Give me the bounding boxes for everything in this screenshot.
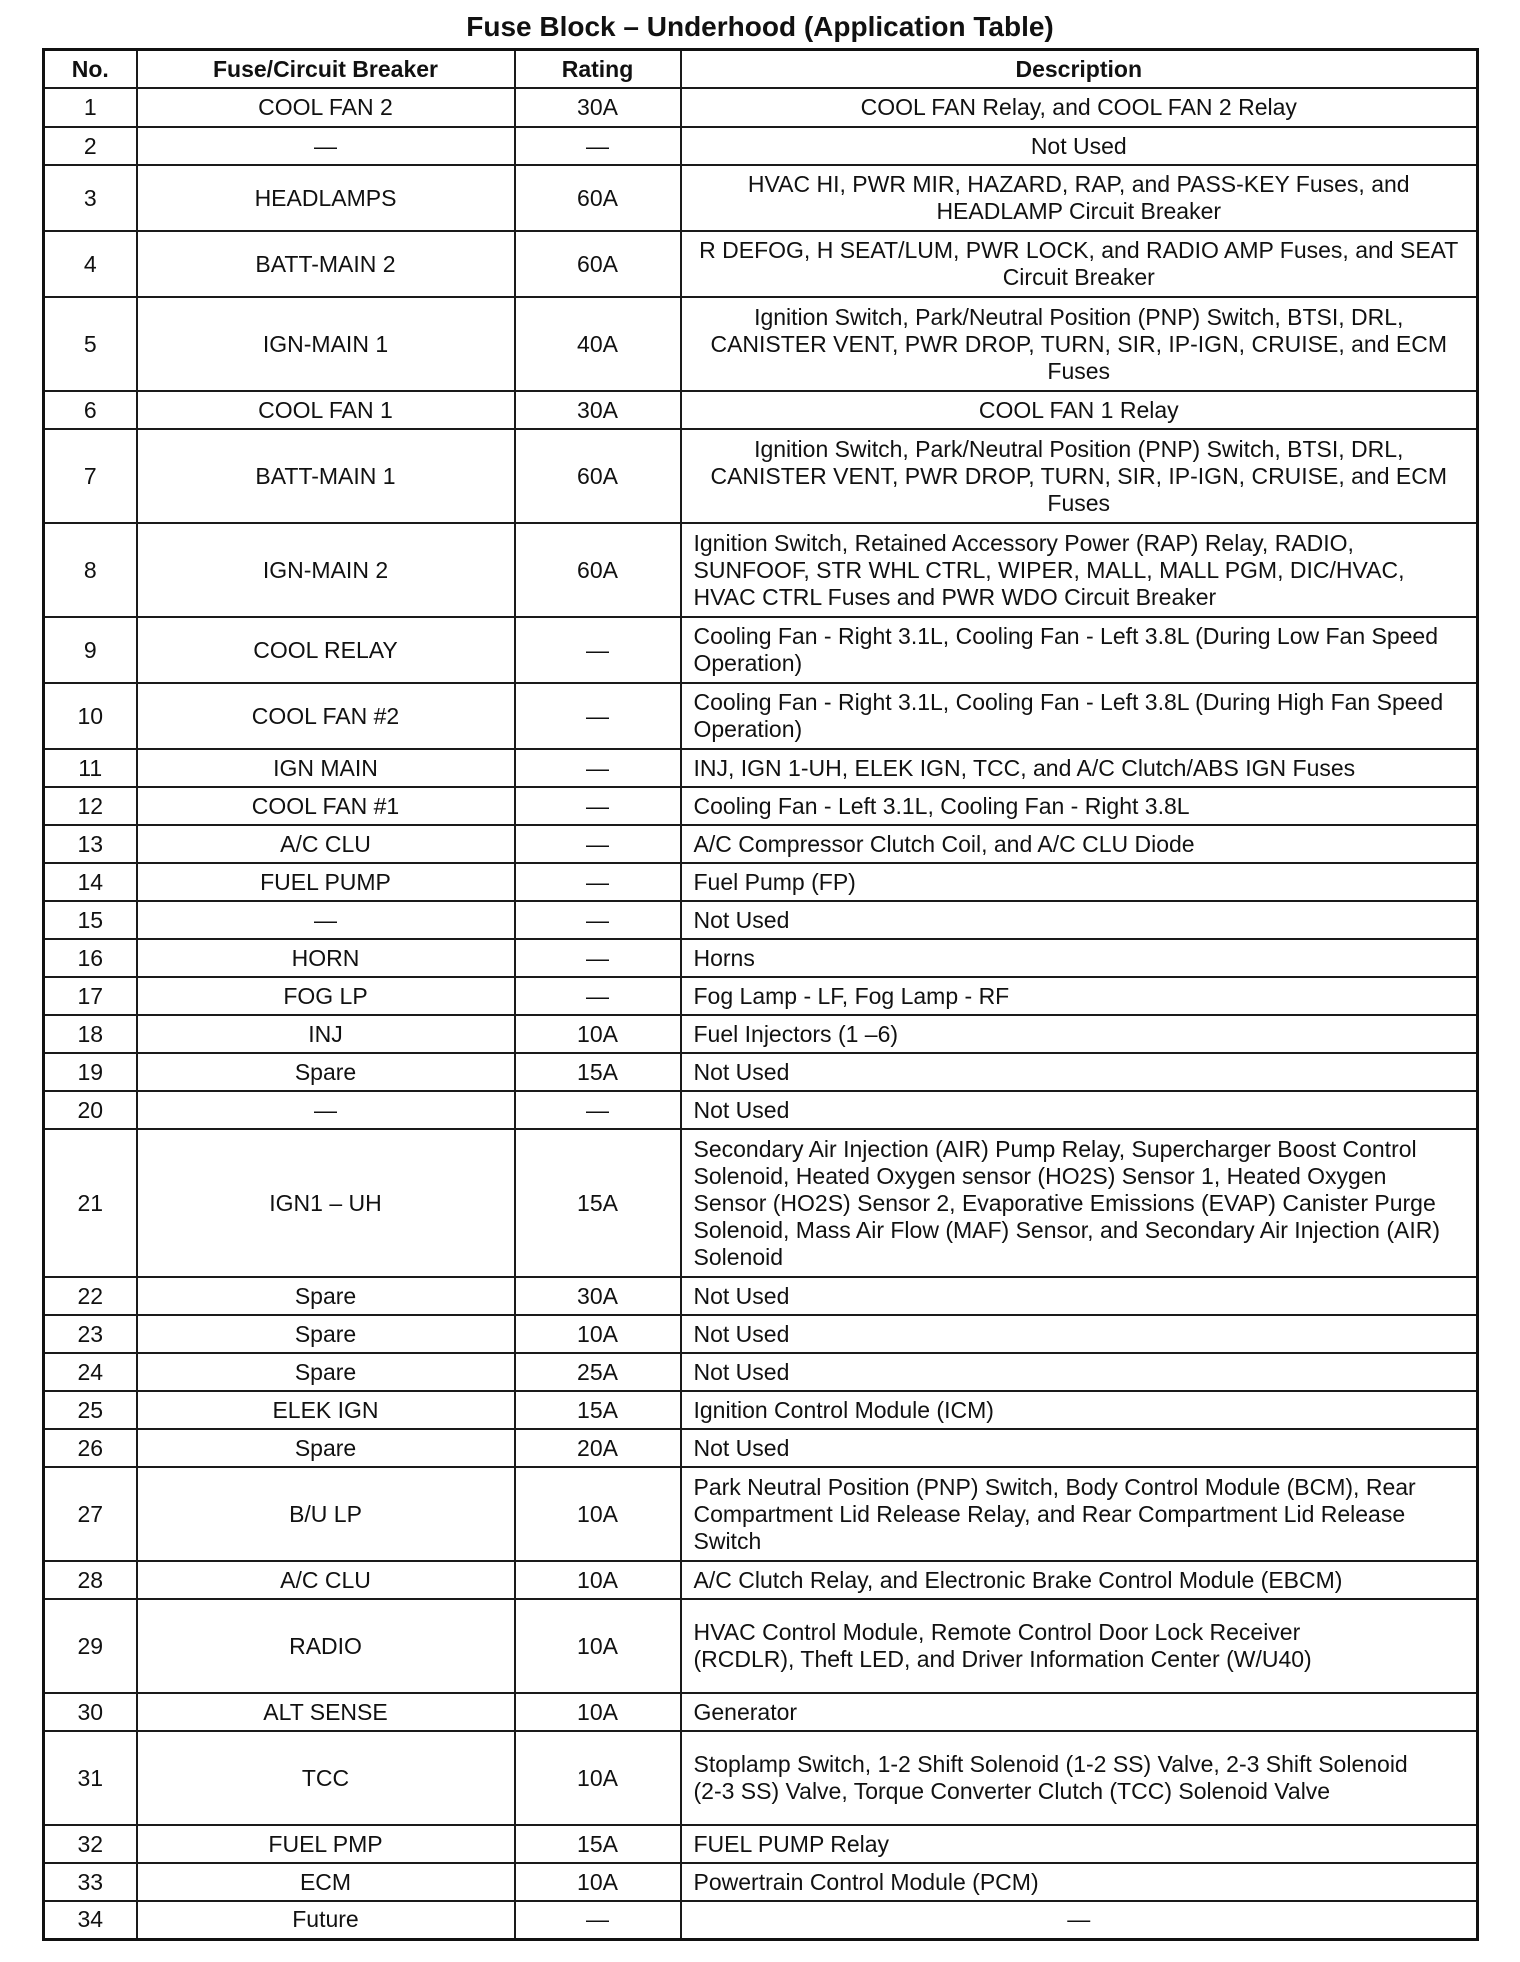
fuse-name: A/C CLU	[137, 825, 515, 863]
fuse-rating: —	[515, 977, 681, 1015]
fuse-number: 21	[44, 1129, 137, 1277]
fuse-name: IGN-MAIN 1	[137, 297, 515, 391]
fuse-name: IGN-MAIN 2	[137, 523, 515, 617]
fuse-number: 11	[44, 749, 137, 787]
fuse-rating: —	[515, 749, 681, 787]
table-row	[44, 1277, 1478, 1315]
fuse-name: COOL RELAY	[137, 617, 515, 683]
fuse-description: Powertrain Control Module (PCM)	[681, 1863, 1478, 1901]
fuse-description: Generator	[681, 1693, 1478, 1731]
fuse-description: —	[681, 1901, 1478, 1939]
fuse-name: BATT-MAIN 1	[137, 429, 515, 523]
fuse-description: Ignition Control Module (ICM)	[681, 1391, 1478, 1429]
fuse-rating: 30A	[515, 1277, 681, 1315]
fuse-rating: 15A	[515, 1053, 681, 1091]
fuse-rating: 60A	[515, 165, 681, 231]
fuse-name: Spare	[137, 1053, 515, 1091]
table-row	[44, 429, 1478, 523]
fuse-number: 2	[44, 127, 137, 165]
fuse-number: 26	[44, 1429, 137, 1467]
fuse-description: R DEFOG, H SEAT/LUM, PWR LOCK, and RADIO AMP Fuses, and SEAT Circuit Breaker	[681, 231, 1478, 297]
table-row	[44, 297, 1478, 391]
fuse-description: HVAC Control Module, Remote Control Door Lock Receiver (RCDLR), Theft LED, and Driver Information Center (W/U40)	[681, 1599, 1478, 1693]
fuse-rating: 60A	[515, 231, 681, 297]
fuse-number: 15	[44, 901, 137, 939]
fuse-rating: —	[515, 1091, 681, 1129]
fuse-number: 14	[44, 863, 137, 901]
fuse-description: Secondary Air Injection (AIR) Pump Relay, Supercharger Boost Control Solenoid, Heated Oxygen sensor (HO2S) Sensor 1, Heated Oxygen Sensor (HO2S) Sensor 2, Evaporative Emissions (EVAP) Canister Purge Solenoid, Mass Air Flow (MAF) Sensor, and Secondary Air Injection (AIR) Solenoid	[681, 1129, 1478, 1277]
fuse-name: TCC	[137, 1731, 515, 1825]
table-row	[44, 127, 1478, 165]
table-row	[44, 863, 1478, 901]
fuse-name: HEADLAMPS	[137, 165, 515, 231]
fuse-rating: 15A	[515, 1129, 681, 1277]
fuse-rating: —	[515, 901, 681, 939]
fuse-description: Horns	[681, 939, 1478, 977]
fuse-number: 23	[44, 1315, 137, 1353]
fuse-name: ECM	[137, 1863, 515, 1901]
table-row	[44, 88, 1478, 127]
table-header-row	[44, 50, 1478, 89]
fuse-description: A/C Compressor Clutch Coil, and A/C CLU Diode	[681, 825, 1478, 863]
table-row	[44, 1091, 1478, 1129]
fuse-application-table	[42, 48, 1479, 1941]
fuse-rating: 60A	[515, 523, 681, 617]
fuse-number: 28	[44, 1561, 137, 1599]
fuse-number: 5	[44, 297, 137, 391]
fuse-name: Future	[137, 1901, 515, 1939]
table-row	[44, 165, 1478, 231]
fuse-name: COOL FAN #2	[137, 683, 515, 749]
fuse-description: COOL FAN 1 Relay	[681, 391, 1478, 429]
fuse-description: Fog Lamp - LF, Fog Lamp - RF	[681, 977, 1478, 1015]
fuse-description: Cooling Fan - Right 3.1L, Cooling Fan - Left 3.8L (During Low Fan Speed Operation)	[681, 617, 1478, 683]
fuse-name: HORN	[137, 939, 515, 977]
fuse-number: 16	[44, 939, 137, 977]
table-body	[44, 88, 1478, 1939]
fuse-number: 30	[44, 1693, 137, 1731]
fuse-number: 13	[44, 825, 137, 863]
fuse-number: 17	[44, 977, 137, 1015]
fuse-number: 20	[44, 1091, 137, 1129]
fuse-rating: —	[515, 1901, 681, 1939]
fuse-description: Not Used	[681, 901, 1478, 939]
table-row	[44, 1825, 1478, 1863]
fuse-name: —	[137, 901, 515, 939]
fuse-name: ALT SENSE	[137, 1693, 515, 1731]
header-description: Description	[681, 50, 1478, 89]
fuse-description: Ignition Switch, Park/Neutral Position (PNP) Switch, BTSI, DRL, CANISTER VENT, PWR DROP, TURN, SIR, IP-IGN, CRUISE, and ECM Fuses	[681, 297, 1478, 391]
table-row	[44, 1561, 1478, 1599]
fuse-number: 18	[44, 1015, 137, 1053]
fuse-rating: 10A	[515, 1731, 681, 1825]
fuse-name: COOL FAN 1	[137, 391, 515, 429]
fuse-description: COOL FAN Relay, and COOL FAN 2 Relay	[681, 88, 1478, 127]
fuse-description: INJ, IGN 1-UH, ELEK IGN, TCC, and A/C Clutch/ABS IGN Fuses	[681, 749, 1478, 787]
table-row	[44, 939, 1478, 977]
fuse-rating: 60A	[515, 429, 681, 523]
fuse-rating: 15A	[515, 1391, 681, 1429]
fuse-number: 33	[44, 1863, 137, 1901]
table-row	[44, 391, 1478, 429]
fuse-description: HVAC HI, PWR MIR, HAZARD, RAP, and PASS-KEY Fuses, and HEADLAMP Circuit Breaker	[681, 165, 1478, 231]
fuse-name: ELEK IGN	[137, 1391, 515, 1429]
fuse-number: 19	[44, 1053, 137, 1091]
fuse-rating: 40A	[515, 297, 681, 391]
fuse-description: Ignition Switch, Retained Accessory Power (RAP) Relay, RADIO, SUNFOOF, STR WHL CTRL, WIPER, MALL, MALL PGM, DIC/HVAC, HVAC CTRL Fuses and PWR WDO Circuit Breaker	[681, 523, 1478, 617]
fuse-number: 3	[44, 165, 137, 231]
fuse-rating: —	[515, 127, 681, 165]
fuse-number: 12	[44, 787, 137, 825]
fuse-number: 32	[44, 1825, 137, 1863]
fuse-name: B/U LP	[137, 1467, 515, 1561]
fuse-name: Spare	[137, 1277, 515, 1315]
fuse-number: 8	[44, 523, 137, 617]
fuse-name: FUEL PUMP	[137, 863, 515, 901]
fuse-rating: 30A	[515, 391, 681, 429]
fuse-rating: 10A	[515, 1863, 681, 1901]
fuse-rating: 30A	[515, 88, 681, 127]
fuse-description: Cooling Fan - Right 3.1L, Cooling Fan - Left 3.8L (During High Fan Speed Operation)	[681, 683, 1478, 749]
table-row	[44, 749, 1478, 787]
table-row	[44, 523, 1478, 617]
table-row	[44, 1129, 1478, 1277]
fuse-rating: 10A	[515, 1561, 681, 1599]
table-row	[44, 617, 1478, 683]
fuse-number: 34	[44, 1901, 137, 1939]
fuse-rating: 10A	[515, 1315, 681, 1353]
fuse-name: INJ	[137, 1015, 515, 1053]
table-row	[44, 1391, 1478, 1429]
fuse-description: Not Used	[681, 1091, 1478, 1129]
fuse-name: Spare	[137, 1429, 515, 1467]
fuse-rating: —	[515, 683, 681, 749]
fuse-name: Spare	[137, 1315, 515, 1353]
fuse-rating: —	[515, 787, 681, 825]
table-row	[44, 1353, 1478, 1391]
fuse-rating: 20A	[515, 1429, 681, 1467]
fuse-number: 6	[44, 391, 137, 429]
table-row	[44, 1429, 1478, 1467]
fuse-name: Spare	[137, 1353, 515, 1391]
fuse-description: Not Used	[681, 1277, 1478, 1315]
fuse-rating: 10A	[515, 1015, 681, 1053]
table-row	[44, 977, 1478, 1015]
fuse-description: Stoplamp Switch, 1-2 Shift Solenoid (1-2 SS) Valve, 2-3 Shift Solenoid (2-3 SS) Valve, Torque Converter Clutch (TCC) Solenoid Valve	[681, 1731, 1478, 1825]
fuse-description: Not Used	[681, 1053, 1478, 1091]
header-no: No.	[44, 50, 137, 89]
fuse-name: RADIO	[137, 1599, 515, 1693]
fuse-name: A/C CLU	[137, 1561, 515, 1599]
fuse-description: Cooling Fan - Left 3.1L, Cooling Fan - Right 3.8L	[681, 787, 1478, 825]
table-row	[44, 1901, 1478, 1939]
table-row	[44, 1315, 1478, 1353]
fuse-number: 9	[44, 617, 137, 683]
fuse-rating: 10A	[515, 1467, 681, 1561]
fuse-rating: —	[515, 617, 681, 683]
table-row	[44, 1015, 1478, 1053]
fuse-rating: 15A	[515, 1825, 681, 1863]
fuse-name: COOL FAN 2	[137, 88, 515, 127]
fuse-name: —	[137, 1091, 515, 1129]
table-row	[44, 1863, 1478, 1901]
fuse-rating: —	[515, 939, 681, 977]
fuse-name: IGN MAIN	[137, 749, 515, 787]
fuse-name: —	[137, 127, 515, 165]
header-rating: Rating	[515, 50, 681, 89]
fuse-description: Fuel Pump (FP)	[681, 863, 1478, 901]
fuse-number: 31	[44, 1731, 137, 1825]
fuse-number: 4	[44, 231, 137, 297]
table-row	[44, 1053, 1478, 1091]
fuse-description: Not Used	[681, 1315, 1478, 1353]
table-row	[44, 901, 1478, 939]
table-row	[44, 1467, 1478, 1561]
fuse-name: BATT-MAIN 2	[137, 231, 515, 297]
table-row	[44, 231, 1478, 297]
fuse-number: 25	[44, 1391, 137, 1429]
header-fuse-circuit-breaker: Fuse/Circuit Breaker	[137, 50, 515, 89]
table-row	[44, 1693, 1478, 1731]
fuse-rating: 10A	[515, 1693, 681, 1731]
fuse-description: Park Neutral Position (PNP) Switch, Body Control Module (BCM), Rear Compartment Lid Release Relay, and Rear Compartment Lid Release Switch	[681, 1467, 1478, 1561]
table-row	[44, 1599, 1478, 1693]
fuse-rating: —	[515, 825, 681, 863]
table-row	[44, 825, 1478, 863]
fuse-name: IGN1 – UH	[137, 1129, 515, 1277]
fuse-description: Not Used	[681, 1429, 1478, 1467]
fuse-description: A/C Clutch Relay, and Electronic Brake Control Module (EBCM)	[681, 1561, 1478, 1599]
fuse-rating: 10A	[515, 1599, 681, 1693]
fuse-number: 29	[44, 1599, 137, 1693]
fuse-number: 24	[44, 1353, 137, 1391]
page-title: Fuse Block – Underhood (Application Table)	[466, 11, 1054, 42]
fuse-description: FUEL PUMP Relay	[681, 1825, 1478, 1863]
table-row	[44, 683, 1478, 749]
fuse-number: 22	[44, 1277, 137, 1315]
fuse-number: 7	[44, 429, 137, 523]
fuse-name: COOL FAN #1	[137, 787, 515, 825]
fuse-name: FUEL PMP	[137, 1825, 515, 1863]
fuse-rating: 25A	[515, 1353, 681, 1391]
fuse-number: 1	[44, 88, 137, 127]
fuse-description: Not Used	[681, 1353, 1478, 1391]
table-row	[44, 787, 1478, 825]
fuse-name: FOG LP	[137, 977, 515, 1015]
fuse-number: 10	[44, 683, 137, 749]
fuse-description: Not Used	[681, 127, 1478, 165]
fuse-rating: —	[515, 863, 681, 901]
fuse-description: Ignition Switch, Park/Neutral Position (PNP) Switch, BTSI, DRL, CANISTER VENT, PWR DROP, TURN, SIR, IP-IGN, CRUISE, and ECM Fuses	[681, 429, 1478, 523]
fuse-description: Fuel Injectors (1 –6)	[681, 1015, 1478, 1053]
table-row	[44, 1731, 1478, 1825]
fuse-number: 27	[44, 1467, 137, 1561]
